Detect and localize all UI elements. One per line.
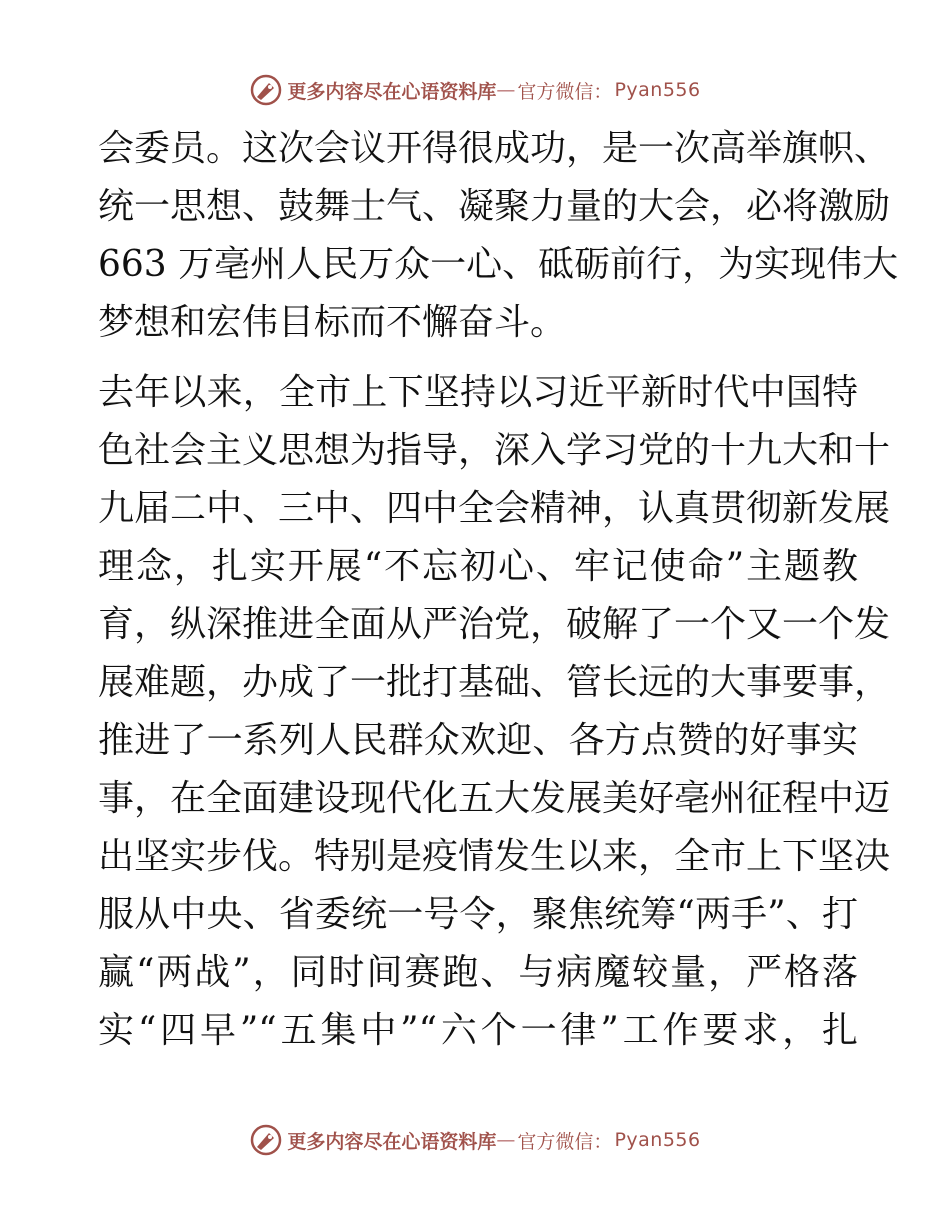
- watermark-wechat-label: 官方微信：: [517, 1130, 613, 1153]
- pen-nib-logo-icon: [249, 1123, 283, 1157]
- watermark-wechat-id: Pyan556: [614, 79, 701, 101]
- watermark-header: [0, 70, 950, 110]
- text-line: 展难题，办成了一批打基础、管长远的大事要事，: [98, 662, 891, 703]
- text-line: 实“四早”“五集中”“六个一律”工作要求，扎: [98, 1010, 858, 1051]
- watermark-dash: —: [496, 79, 516, 101]
- watermark-dash: —: [496, 1129, 516, 1151]
- text-line: 梦想和宏伟目标而不懈奋斗。: [98, 302, 567, 343]
- watermark-title: 更多内容尽在心语资料库: [287, 80, 497, 103]
- watermark-title: 更多内容尽在心语资料库: [287, 1130, 497, 1153]
- text-line: 育，纵深推进全面从严治党，破解了一个又一个发: [98, 604, 891, 645]
- text-line: 推进了一系列人民群众欢迎、各方点赞的好事实: [98, 720, 858, 761]
- paragraph: [98, 120, 899, 352]
- text-line: 九届二中、三中、四中全会精神，认真贯彻新发展: [98, 488, 891, 529]
- text-line: 去年以来，全市上下坚持以习近平新时代中国特: [98, 372, 858, 413]
- watermark-footer: [0, 1120, 950, 1160]
- paragraph: [98, 364, 891, 1060]
- text-line: 事，在全面建设现代化五大发展美好亳州征程中迈: [98, 778, 891, 819]
- text-line: 服从中央、省委统一号令，聚焦统筹“两手”、打: [98, 894, 858, 935]
- text-line: 赢“两战”，同时间赛跑、与病魔较量，严格落: [98, 952, 858, 993]
- text-line: 统一思想、鼓舞士气、凝聚力量的大会，必将激励: [98, 186, 891, 227]
- watermark-wechat-id: Pyan556: [614, 1129, 701, 1151]
- pen-nib-logo-icon: [249, 73, 283, 107]
- text-line: 理念，扎实开展“不忘初心、牢记使命”主题教: [98, 546, 858, 587]
- text-line: 663 万亳州人民万众一心、砥砺前行，为实现伟大: [98, 244, 899, 285]
- text-line: 会委员。这次会议开得很成功，是一次高举旗帜、: [98, 128, 891, 169]
- document-body: [98, 120, 899, 1060]
- text-line: 出坚实步伐。特别是疫情发生以来，全市上下坚决: [98, 836, 891, 877]
- watermark-wechat-label: 官方微信：: [517, 80, 613, 103]
- text-line: 色社会主义思想为指导，深入学习党的十九大和十: [98, 430, 891, 471]
